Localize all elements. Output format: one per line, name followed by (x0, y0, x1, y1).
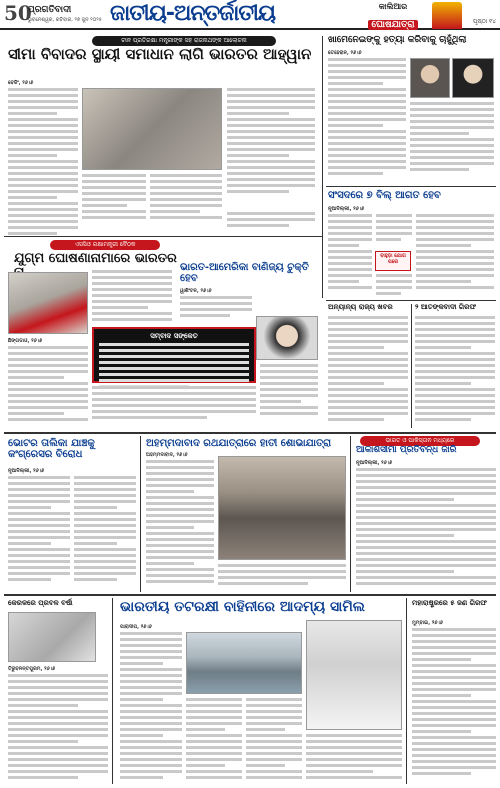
strike-headline: ଆକାଶସୀମା ପ୍ରତିବନ୍ଧ ଜାରି (356, 445, 457, 455)
cong-text-col-1 (8, 476, 70, 588)
sco-byline: ଛିଙ୍ଗଡାଓ, ୨୬।୬ (8, 338, 43, 344)
china-kicker: ଚୀନ ପ୍ରତିରକ୍ଷା ମନ୍ତ୍ରୀଙ୍କ ସହ ରାଜନାଥଙ୍କ ଆଲୋଚନା (92, 36, 276, 46)
cong-byline: ନୂଆଦିଲ୍ଲୀ, ୨୬।୬ (8, 468, 45, 474)
ahmedabad-byline: ଅହମ୍ମଦାବାଦ, ୨୬।୬ (146, 452, 188, 458)
navy-text-col-2 (186, 698, 242, 784)
page-number: ପୃଷ୍ଠା ୧୪ (472, 18, 496, 25)
trade-text-col-2 (260, 364, 318, 426)
small-headline: କେରଳରେ ପ୍ରବଳ ବର୍ଷା (8, 599, 73, 607)
trade-photo (256, 316, 318, 360)
navy-text-col-1 (120, 632, 182, 784)
trade-text-col-1 (180, 296, 252, 324)
last-byline: ମୁମ୍ବାଇ, ୨୬।୬ (412, 620, 443, 626)
section-rule (4, 236, 322, 237)
section-rule (326, 300, 496, 301)
anniversary-logo: 50 (4, 1, 32, 25)
navy-text-col-4 (306, 734, 402, 784)
trade-headline: ଭାରତ-ଆମେରିକା ବାଣିଜ୍ୟ ଚୁକ୍ତି ହେବ (180, 262, 309, 284)
middle-left-headline: ଅନ୍ୟାନ୍ୟ ରାଜ୍ୟ ଖବର (328, 303, 393, 311)
column-divider (411, 304, 412, 428)
strike-text (356, 468, 496, 588)
masthead (0, 0, 500, 30)
ahmedabad-text-col-2 (218, 564, 346, 588)
strike-kicker: ଭାରତ ଓ ପାକିସ୍ତାନ ମଧ୍ୟରେ (360, 436, 480, 446)
column-divider (112, 598, 113, 784)
promo-box: ବାହୁଡ଼ା ଯୋଗ ପରେ (375, 251, 411, 271)
ship-photo (186, 632, 302, 694)
iran-headline: ଖାମେନେଇଙ୍କୁ ହତ୍ୟା କରିବାକୁ ଚାହୁଁଥିଲା (328, 35, 467, 45)
quote-title: ସମ୍ବାଦ ସଙ୍କେତ (150, 332, 198, 340)
rath-bottom-label: ଘୋଷଯାତ୍ରା (368, 20, 417, 30)
strike-byline: ନୂଆଦିଲ୍ଲୀ, ୨୬।୬ (356, 460, 393, 466)
sco-photo (8, 272, 88, 334)
section-rule (326, 186, 496, 187)
small-byline: ତିରୁବନନ୍ତପୁରମ, ୨୬।୬ (8, 666, 56, 672)
middle-left-text (328, 316, 408, 428)
navy-text-col-3 (246, 698, 302, 784)
cong-text-col-2 (74, 476, 136, 588)
date-line: ଭୁବନେଶ୍ୱର, ରବିବାର, ୨୭ ଜୁନ ୨୦୨୫ (28, 17, 102, 23)
sco-text-col-2 (92, 270, 172, 324)
china-headline: ସୀମା ବିବାଦର ସ୍ଥାୟୀ ସମାଧାନ ଲାଗି ଭାରତର ଆହ୍ୱାନ (8, 45, 312, 63)
china-text-col-4 (150, 174, 222, 228)
sco-kicker: ଏସସିଓ ରକ୍ଷାମନ୍ତ୍ରୀ ବୈଠକ (50, 240, 160, 250)
small-text (8, 674, 108, 784)
portrait-photo-1 (410, 58, 450, 98)
section-title: ଜାତୀୟ-ଅନ୍ତର୍ଜାତୀୟ (110, 1, 276, 26)
ahmedabad-headline: ଅହମ୍ମଦାବାଦ ରଥଯାତ୍ରାରେ ହାତୀ ଶୋଭାଯାତ୍ରା (146, 438, 332, 449)
bill-headline: ସଂସଦରେ ୭ ବିଲ୍ ଆଗତ ହେବ (328, 190, 441, 201)
china-text-col-2 (227, 88, 315, 208)
china-byline: ବେଜିଂ, ୨୬।୬ (8, 80, 34, 86)
section-rule (4, 594, 496, 596)
column-divider (406, 598, 407, 784)
cong-headline: ଭୋଟର ତାଲିକା ଯାଞ୍ଚକୁ କଂଗ୍ରେସର ବିରୋଧ (8, 438, 95, 460)
bill-text-col-2 (376, 214, 412, 248)
bill-text-col-4 (416, 214, 494, 298)
portrait-photo-2 (452, 58, 494, 98)
section-rule (4, 432, 496, 434)
small-photo (8, 612, 96, 662)
iran-text-col-1 (328, 58, 406, 182)
iran-text-col-2 (410, 102, 494, 182)
navy-headline: ଭାରତୀୟ ତଟରକ୍ଷୀ ବାହିନୀରେ ଆଦମ୍ୟ ସାମିଲ (120, 599, 365, 615)
navy-byline: ପାରାଦୀପ, ୨୬।୬ (120, 624, 152, 630)
column-divider (140, 436, 141, 592)
column-divider (350, 436, 351, 592)
china-text-col-5 (227, 212, 315, 232)
ceremony-photo (306, 620, 402, 730)
bill-byline: ନୂଆଦିଲ୍ଲୀ, ୨୬।୬ (328, 206, 365, 212)
elephant-photo (218, 456, 346, 560)
sco-text-col-1 (8, 346, 88, 426)
china-photo (82, 88, 222, 170)
chariot-image (432, 2, 462, 29)
middle-right-text (415, 316, 495, 428)
rath-top-label: କାଲିଆର (378, 2, 408, 11)
bill-text-col-1 (328, 214, 372, 298)
china-text-col-3 (82, 174, 146, 228)
iran-byline: ତେହେରାନ, ୨୬।୬ (328, 50, 362, 56)
ahmedabad-text-col-1 (146, 460, 214, 588)
rath-yatra-badge (358, 2, 428, 30)
last-headline: ମହାରାଷ୍ଟ୍ରରେ ୫ ଜଣ ଗିରଫ (412, 599, 487, 607)
bill-text-col-3 (376, 274, 412, 298)
sco-headline: ଯୁଗ୍ମ ଘୋଷଣାନାମାରେ ଭାରତର (14, 251, 177, 266)
sco-text-col-3 (92, 386, 256, 426)
column-divider (322, 36, 323, 298)
middle-right-headline: ୨ ଆତଙ୍କବାଦୀ ଗିରଫ (415, 303, 477, 311)
quote-box (92, 327, 256, 383)
last-text (412, 628, 496, 784)
trade-byline: ୱାଶିଂଟନ, ୨୬।୬ (180, 288, 212, 294)
paper-name: ପ୍ରଗତିବାଦୀ (28, 5, 72, 15)
